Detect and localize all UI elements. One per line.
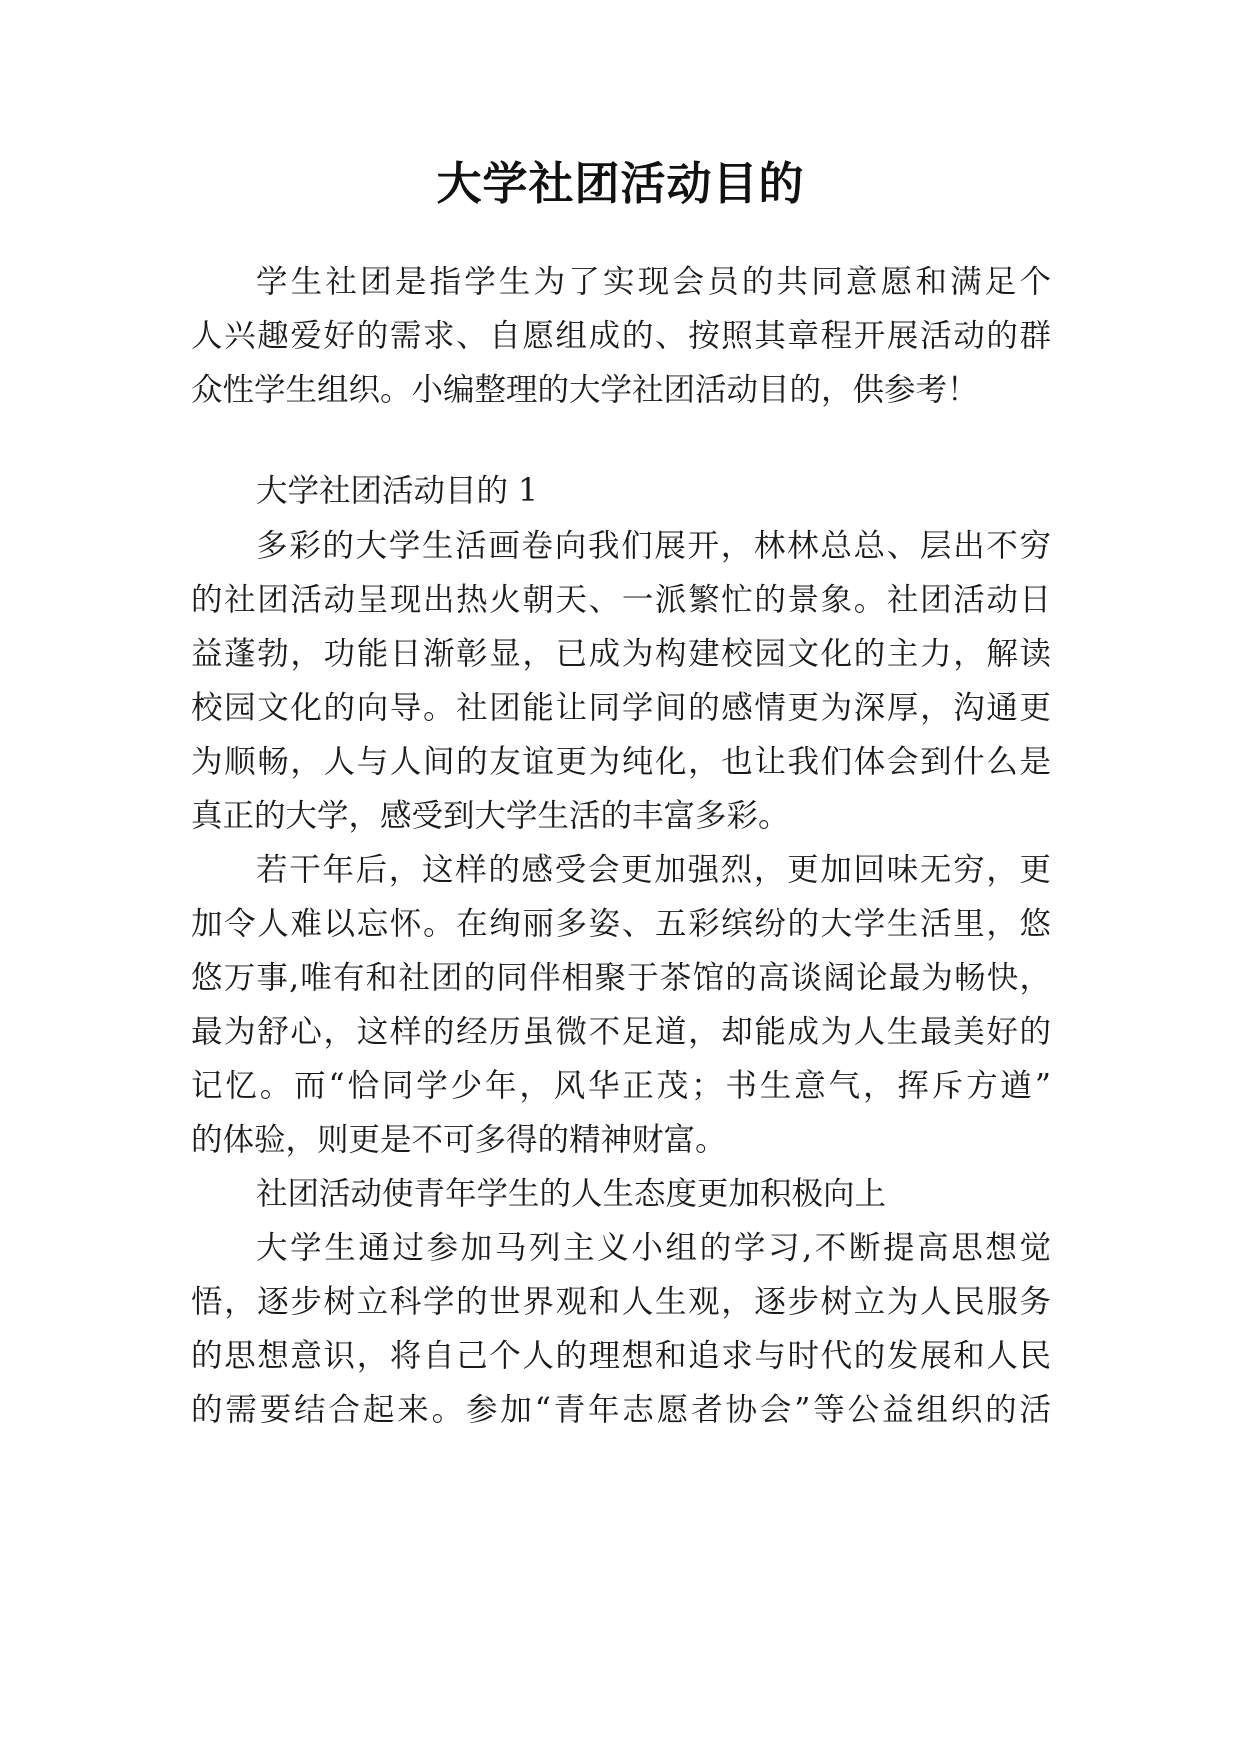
text-line: 大学生通过参加马列主义小组的学习,不断提高思想觉 [256, 1230, 1051, 1266]
text-line: 的体验，则更是不可多得的精神财富。 [191, 1122, 727, 1158]
text-line: 若干年后，这样的感受会更加强烈，更加回味无穷，更 [256, 852, 1051, 888]
document-title: 大学社团活动目的 [436, 157, 805, 210]
text-line: 为顺畅，人与人间的友谊更为纯化，也让我们体会到什么是 [191, 744, 1051, 780]
text-line: 记忆。而“恰同学少年，风华正茂；书生意气，挥斥方遒” [191, 1068, 1051, 1104]
text-line: 校园文化的向导。社团能让同学间的感情更为深厚，沟通更 [191, 690, 1051, 726]
text-line: 加令人难以忘怀。在绚丽多姿、五彩缤纷的大学生活里，悠 [191, 906, 1051, 942]
text-line: 悟，逐步树立科学的世界观和人生观，逐步树立为人民服务 [191, 1284, 1051, 1320]
text-line: 人兴趣爱好的需求、自愿组成的、按照其章程开展活动的群 [191, 318, 1051, 354]
text-line: 学生社团是指学生为了实现会员的共同意愿和满足个 [256, 264, 1051, 300]
subheading: 社团活动使青年学生的人生态度更加积极向上 [256, 1176, 887, 1212]
text-line: 悠万事,唯有和社团的同伴相聚于茶馆的高谈阔论最为畅快， [191, 960, 1051, 996]
text-line: 的社团活动呈现出热火朝天、一派繁忙的景象。社团活动日 [191, 582, 1051, 618]
text-line: 众性学生组织。小编整理的大学社团活动目的，供参考！ [191, 372, 979, 408]
text-line: 的思想意识，将自己个人的理想和追求与时代的发展和人民 [191, 1338, 1051, 1374]
text-line: 的需要结合起来。参加“青年志愿者协会”等公益组织的活 [191, 1392, 1051, 1428]
section-heading: 大学社团活动目的 1 [256, 473, 539, 509]
text-line: 最为舒心，这样的经历虽微不足道，却能成为人生最美好的 [191, 1014, 1051, 1050]
text-line: 真正的大学，感受到大学生活的丰富多彩。 [191, 798, 790, 834]
text-line: 多彩的大学生活画卷向我们展开，林林总总、层出不穷 [256, 528, 1051, 564]
text-line: 益蓬勃，功能日渐彰显，已成为构建校园文化的主力，解读 [191, 636, 1051, 672]
